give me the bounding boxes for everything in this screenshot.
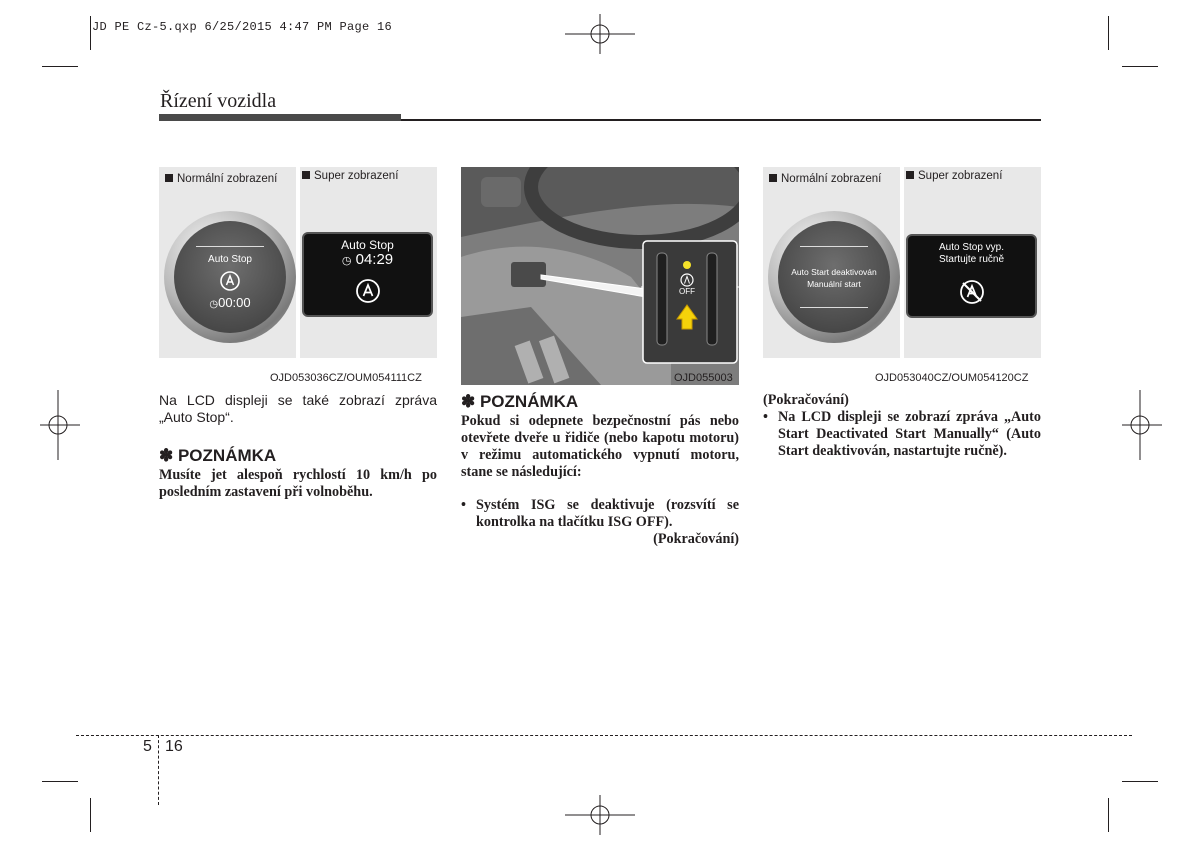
lcd-display: [906, 234, 1037, 318]
col1-note-body: Musíte jet alespoň rychlostí 10 km/h po posledním zastavení při volnoběhu.: [159, 467, 437, 500]
auto-stop-icon: [354, 277, 382, 305]
gauge-auto-stop-text: Auto Stop: [208, 254, 252, 265]
cluster-gauge: [768, 211, 900, 343]
registration-mark-right: [1122, 390, 1162, 460]
gauge-timer: ◷00:00: [209, 295, 251, 310]
figure-isg-off-button: [461, 167, 739, 385]
lcd-display: [302, 232, 433, 317]
auto-stop-off-icon: [958, 278, 986, 306]
bullet-icon: •: [461, 497, 466, 513]
bullet-icon: •: [763, 409, 768, 425]
normal-display-panel: [159, 167, 296, 358]
isg-off-button-label: OFF: [679, 287, 695, 296]
dashboard-illustration: [461, 167, 739, 385]
lcd-message-line2: Startujte ručně: [938, 254, 1005, 265]
footer-vertical-rule: [158, 735, 159, 805]
gauge-message-line2: Manuální start: [807, 279, 861, 289]
col1-paragraph: Na LCD displeji se také zobrazí zpráva „Auto Stop“.: [159, 392, 437, 425]
header-rule-thin: [401, 119, 1041, 121]
col2-note-body: Pokud si odepnete bezpečnostní pás nebo otevřete dveře u řidiče (nebo kapotu motoru) v režimu automatického vypnutí motoru, stane se následující:: [461, 413, 739, 480]
normal-display-panel: [763, 167, 900, 358]
super-display-label: Super zobrazení: [302, 170, 398, 182]
clock-icon: ◷: [209, 299, 219, 310]
figure-caption-right: OJD053040CZ/OUM054120CZ: [875, 372, 1029, 384]
col2-note-title: ✽ POZNÁMKA: [461, 392, 579, 411]
chapter-number: 5: [143, 738, 152, 755]
auto-stop-icon: [218, 269, 242, 293]
col3-bullet-item: • Na LCD displeji se zobrazí zpráva „Auto Start Deactivated Start Manually“ (Auto Start deaktivován, nastartujte ručně).: [763, 409, 1041, 459]
clock-icon: ◷: [341, 255, 352, 267]
super-display-panel: [300, 167, 437, 358]
normal-display-label: Normální zobrazení: [165, 173, 277, 185]
normal-display-label: Normální zobrazení: [769, 173, 881, 185]
page-number: 16: [165, 738, 183, 755]
super-display-label: Super zobrazení: [906, 170, 1002, 182]
figure-auto-stop: [159, 167, 437, 358]
registration-mark-bottom: [565, 795, 635, 835]
lcd-auto-stop-text: Auto Stop: [341, 238, 394, 252]
col1-note-title: ✽ POZNÁMKA: [159, 446, 277, 465]
lcd-message-line1: Auto Stop vyp.: [938, 242, 1005, 253]
header-rule-thick: [159, 114, 401, 121]
registration-mark-top: [565, 14, 635, 54]
figure-auto-start-deactivated: [763, 167, 1041, 358]
print-slug: JD PE Cz-5.qxp 6/25/2015 4:47 PM Page 16: [92, 20, 393, 34]
super-display-panel: [904, 167, 1041, 358]
figure-caption-middle: OJD055003: [674, 372, 733, 384]
footer-rule: [76, 735, 1132, 736]
cluster-gauge: [164, 211, 296, 343]
lcd-timer: ◷ 04:29: [341, 251, 394, 268]
col2-bullet-item: • Systém ISG se deaktivuje (rozsvítí se kontrolka na tlačítku ISG OFF).: [461, 497, 739, 530]
registration-mark-left: [40, 390, 80, 460]
col2-continued: (Pokračování): [653, 531, 739, 547]
gauge-message-line1: Auto Start deaktivován: [791, 267, 877, 277]
figure-caption-left: OJD053036CZ/OUM054111CZ: [270, 372, 422, 384]
section-title: Řízení vozidla: [160, 90, 277, 112]
col3-continued: (Pokračování): [763, 392, 849, 408]
